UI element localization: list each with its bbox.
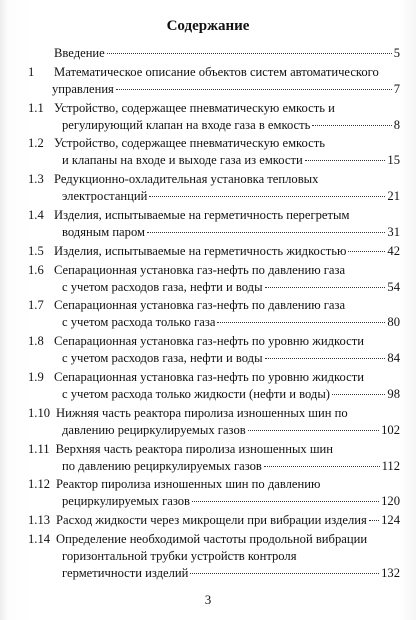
toc-entry-line bbox=[28, 243, 400, 260]
toc-entry[interactable] bbox=[28, 135, 400, 169]
toc-entry-title: Введение bbox=[54, 46, 105, 60]
toc-entry-number: 1 bbox=[28, 64, 35, 79]
toc-leader-dots bbox=[190, 573, 379, 574]
toc-entry-title: водяным паром bbox=[62, 224, 145, 239]
toc-entry-line bbox=[28, 81, 400, 98]
toc-entry-page: 80 bbox=[387, 315, 400, 330]
toc-leader-dots bbox=[147, 232, 385, 233]
toc-entry-line bbox=[28, 512, 400, 529]
toc-entry[interactable] bbox=[28, 100, 400, 134]
toc-entry-line bbox=[28, 100, 400, 117]
toc-entry-title: Изделия, испытываемые на герметичность перегретым bbox=[54, 207, 350, 222]
page-number: 3 bbox=[204, 592, 212, 607]
toc-entry-title: рециркулируемых газов bbox=[62, 494, 190, 509]
toc-entry-number: 1.3 bbox=[28, 172, 44, 187]
toc-entry-number: 1.7 bbox=[28, 298, 44, 313]
toc-entry-number: 1.14 bbox=[28, 531, 51, 546]
toc-entry-title: Сепарационная установка газ-нефть по уровню жидкости bbox=[54, 334, 364, 349]
toc-entry-number: 1.4 bbox=[28, 207, 44, 222]
toc-entry-title: Верхняя часть реактора пиролиза изношенных шин bbox=[55, 441, 334, 456]
toc-entry-page: 132 bbox=[381, 565, 400, 580]
toc-entry[interactable] bbox=[28, 243, 400, 260]
toc-leader-dots bbox=[312, 125, 391, 126]
toc-entry[interactable] bbox=[28, 297, 400, 331]
toc-entry-line bbox=[28, 207, 400, 224]
toc-leader-dots bbox=[107, 53, 392, 54]
toc-entry[interactable] bbox=[28, 512, 400, 529]
toc-entry-line bbox=[28, 64, 400, 81]
toc-entry-number: 1.2 bbox=[28, 136, 44, 151]
toc-leader-dots bbox=[265, 287, 386, 288]
toc-entry-page: 54 bbox=[387, 279, 400, 294]
toc-leader-dots bbox=[305, 160, 386, 161]
toc-entry-title: Реактор пиролиза изношенных шин по давлению bbox=[56, 477, 321, 492]
toc-entry-title: электростанций bbox=[62, 189, 148, 204]
toc-entry[interactable] bbox=[28, 64, 400, 98]
toc-entry-title: с учетом расхода только жидкости (нефти и воды) bbox=[62, 386, 330, 401]
toc-title: Содержание bbox=[166, 18, 250, 34]
page-edge-shadow bbox=[400, 0, 416, 620]
toc-entry-line bbox=[28, 386, 400, 403]
toc-entry-page: 98 bbox=[387, 386, 400, 401]
toc-entry-page: 15 bbox=[387, 153, 400, 168]
toc-entry-page: 5 bbox=[393, 46, 400, 60]
toc-entry-number: 1.11 bbox=[28, 441, 50, 456]
toc-entry-number: 1.10 bbox=[28, 405, 51, 420]
toc-entry-title: с учетом расходов газа, нефти и воды bbox=[62, 351, 263, 366]
toc-entry-page: 84 bbox=[387, 351, 400, 366]
toc-entry-page: 102 bbox=[381, 422, 400, 437]
toc-entry-number: 1.8 bbox=[28, 334, 44, 349]
toc-entry-title: Редукционно-охладительная установка тепловых bbox=[54, 172, 319, 187]
toc-entry-page: 8 bbox=[393, 117, 400, 132]
toc-entry-line bbox=[28, 45, 400, 62]
toc-entry-title: давлению рециркулируемых газов bbox=[62, 422, 246, 437]
toc-entry-line bbox=[28, 422, 400, 439]
toc-entry-line bbox=[28, 171, 400, 188]
toc-entry-title: Устройство, содержащее пневматическую емкость bbox=[54, 136, 325, 151]
toc-entry-title: Определение необходимой частоты продольной вибрации bbox=[56, 531, 368, 546]
toc-entry-title: Расход жидкости через микрощели при вибрации изделия bbox=[56, 513, 367, 528]
toc-entry-line bbox=[28, 476, 400, 493]
toc-entry-line bbox=[28, 188, 400, 205]
toc-entry[interactable] bbox=[28, 405, 400, 439]
toc-entry-title: Сепарационная установка газ-нефть по уровню жидкости bbox=[54, 369, 364, 384]
toc-entry-title: Сепарационная установка газ-нефть по давлению газа bbox=[54, 262, 346, 277]
toc-entry[interactable] bbox=[28, 262, 400, 296]
toc-entry-line bbox=[28, 333, 400, 350]
toc-entry[interactable] bbox=[28, 531, 400, 582]
toc-leader-dots bbox=[248, 430, 379, 431]
toc-entry-page: 21 bbox=[387, 189, 400, 204]
toc-entry-line bbox=[28, 493, 400, 510]
toc-leader-dots bbox=[348, 251, 385, 252]
toc-leader-dots bbox=[332, 394, 385, 395]
toc-leader-dots bbox=[116, 89, 392, 90]
toc-entry-title: герметичности изделий bbox=[62, 565, 189, 580]
toc-entry-line bbox=[28, 405, 400, 422]
toc-entry-line bbox=[28, 297, 400, 314]
toc-entry-number: 1.13 bbox=[28, 513, 51, 528]
toc-entry[interactable] bbox=[28, 333, 400, 367]
page-gutter-shadow bbox=[0, 0, 8, 620]
toc-entry-title: Нижняя часть реактора пиролиза изношенных шин по bbox=[56, 405, 348, 420]
toc-entry-line bbox=[28, 565, 400, 582]
toc-entry-title: горизонтальной трубки устройств контроля bbox=[62, 548, 297, 563]
toc-entry-line bbox=[28, 117, 400, 134]
toc-entry-page: 31 bbox=[387, 224, 400, 239]
toc-entry-line bbox=[28, 441, 400, 458]
toc-entry-number: 1.9 bbox=[28, 369, 44, 384]
toc-entry-title: управления bbox=[52, 81, 114, 96]
toc-entry[interactable] bbox=[28, 207, 400, 241]
toc-entry-title: Изделия, испытываемые на герметичность жидкостью bbox=[54, 243, 347, 258]
toc-entry[interactable] bbox=[28, 476, 400, 510]
toc-leader-dots bbox=[217, 322, 385, 323]
toc-entry-title: с учетом расхода только газа bbox=[62, 315, 216, 330]
toc-entry-title: Устройство, содержащее пневматическую емкость и bbox=[54, 100, 335, 115]
toc-entry-number: 1.1 bbox=[28, 100, 44, 115]
toc-leader-dots bbox=[265, 358, 386, 359]
toc-entry-line bbox=[28, 548, 400, 565]
toc-entry-title: и клапаны на входе и выходе газа из емкости bbox=[62, 153, 303, 168]
toc-entry-number: 1.5 bbox=[28, 243, 44, 258]
toc-entry-line bbox=[28, 314, 400, 331]
toc-entry-line bbox=[28, 369, 400, 386]
toc-entry-page: 7 bbox=[393, 81, 400, 96]
toc-entry-line bbox=[28, 224, 400, 241]
toc-leader-dots bbox=[149, 196, 385, 197]
toc-entry[interactable] bbox=[28, 441, 400, 475]
toc-entry-line bbox=[28, 350, 400, 367]
toc-entry-title: регулирующий клапан на входе газа в емкость bbox=[62, 117, 311, 132]
toc-entry[interactable] bbox=[28, 45, 400, 62]
toc-entry-line bbox=[28, 531, 400, 548]
toc-entry-line bbox=[28, 279, 400, 296]
toc-entry-page: 42 bbox=[387, 243, 400, 258]
toc-entry-line bbox=[28, 262, 400, 279]
toc-entry-title: по давлению рециркулируемых газов bbox=[62, 458, 262, 473]
toc-entry-page: 124 bbox=[381, 513, 400, 528]
toc-entry-title: с учетом расходов газа, нефти и воды bbox=[62, 279, 263, 294]
toc-entry-line bbox=[28, 135, 400, 152]
toc-entry[interactable] bbox=[28, 369, 400, 403]
table-of-contents bbox=[28, 45, 400, 584]
toc-entry-title: Математическое описание объектов систем автоматического bbox=[54, 64, 379, 79]
toc-entry-number: 1.12 bbox=[28, 477, 51, 492]
toc-leader-dots bbox=[369, 520, 379, 521]
toc-entry[interactable] bbox=[28, 171, 400, 205]
toc-entry-line bbox=[28, 152, 400, 169]
toc-entry-page: 112 bbox=[381, 458, 400, 473]
toc-entry-number: 1.6 bbox=[28, 262, 44, 277]
toc-entry-line bbox=[28, 458, 400, 475]
toc-leader-dots bbox=[192, 501, 379, 502]
toc-entry-title: Сепарационная установка газ-нефть по давлению газа bbox=[54, 298, 346, 313]
toc-entry-page: 120 bbox=[381, 494, 400, 509]
toc-leader-dots bbox=[264, 466, 380, 467]
